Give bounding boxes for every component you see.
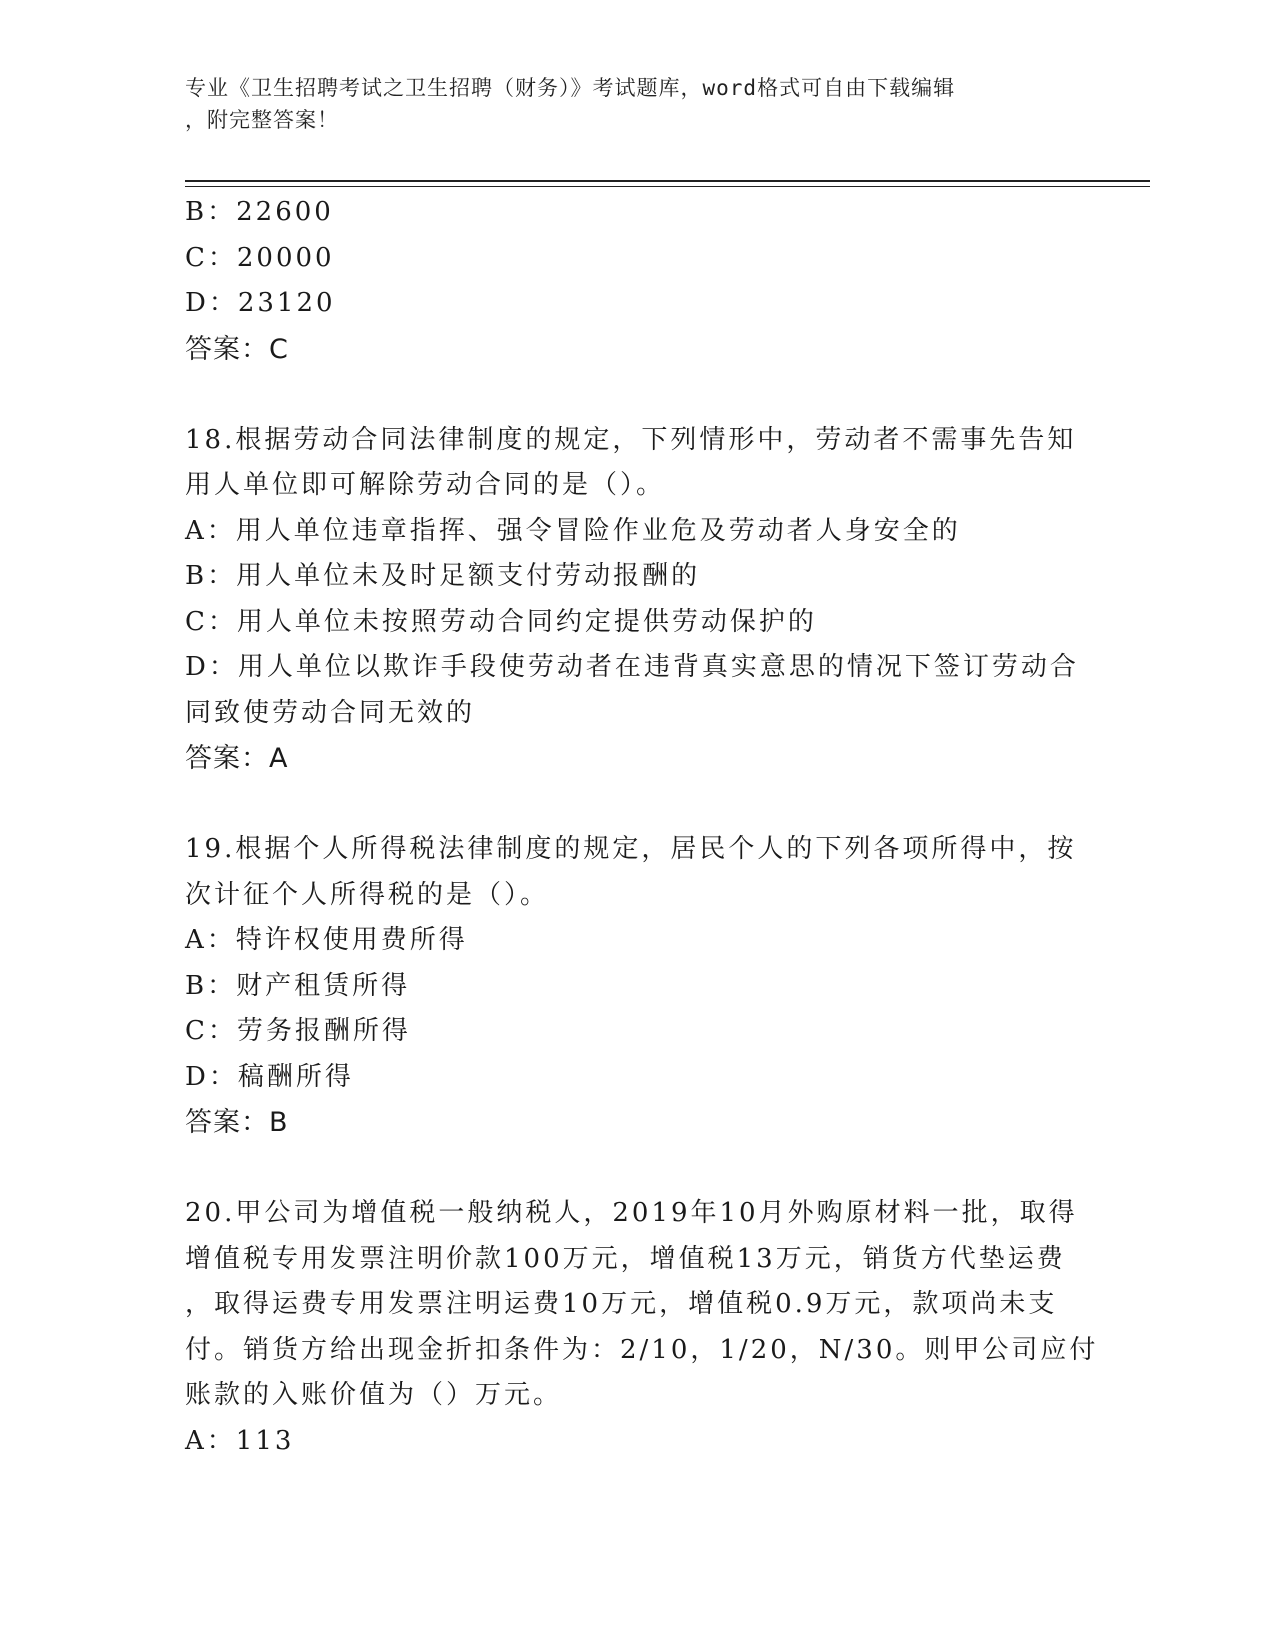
answer-17: 答案：C	[185, 333, 289, 365]
question-stem: 付。销货方给出现金折扣条件为：2/10，1/20，N/30。则甲公司应付	[185, 1334, 1099, 1365]
header-line-2: ，附完整答案！	[185, 108, 339, 132]
header-line-1: 专业《卫生招聘考试之卫生招聘（财务）》考试题库，word格式可自由下载编辑	[185, 76, 956, 100]
question-stem: 19.根据个人所得税法律制度的规定，居民个人的下列各项所得中，按	[185, 834, 1077, 864]
question-content	[185, 190, 1099, 1464]
option-c: C：20000	[185, 242, 335, 273]
option-d-continued: 同致使劳动合同无效的	[185, 697, 476, 728]
option-b: B：用人单位未及时足额支付劳动报酬的	[185, 561, 701, 591]
answer-18: 答案：A	[185, 743, 289, 774]
question-stem: 次计征个人所得税的是（）。	[185, 879, 550, 910]
document-header	[185, 72, 1065, 136]
option-a: A：用人单位违章指挥、强令冒险作业危及劳动者人身安全的	[185, 515, 961, 546]
question-stem: 增值税专用发票注明价款100万元，增值税13万元，销货方代垫运费	[185, 1243, 1066, 1274]
header-divider	[185, 180, 1150, 182]
header-divider-thin	[185, 186, 1150, 187]
option-d: D：稿酬所得	[185, 1061, 354, 1092]
question-stem: ，取得运费专用发票注明运费10万元，增值税0.9万元，款项尚未支	[185, 1289, 1058, 1319]
option-a: A：113	[185, 1425, 295, 1456]
option-b: B：财产租赁所得	[185, 970, 411, 1001]
option-c: C：劳务报酬所得	[185, 1016, 411, 1046]
question-stem: 20.甲公司为增值税一般纳税人，2019年10月外购原材料一批，取得	[185, 1198, 1078, 1228]
question-stem: 用人单位即可解除劳动合同的是（）。	[185, 470, 666, 500]
answer-19: 答案：B	[185, 1107, 289, 1138]
question-stem: 18.根据劳动合同法律制度的规定，下列情形中，劳动者不需事先告知	[185, 424, 1077, 455]
option-c: C：用人单位未按照劳动合同约定提供劳动保护的	[185, 606, 817, 637]
question-stem: 账款的入账价值为（）万元。	[185, 1380, 563, 1410]
option-d: D：用人单位以欺诈手段使劳动者在违背真实意思的情况下签订劳动合	[185, 652, 1079, 682]
option-d: D：23120	[185, 288, 336, 318]
option-a: A：特许权使用费所得	[185, 925, 468, 955]
option-b: B：22600	[185, 197, 334, 227]
